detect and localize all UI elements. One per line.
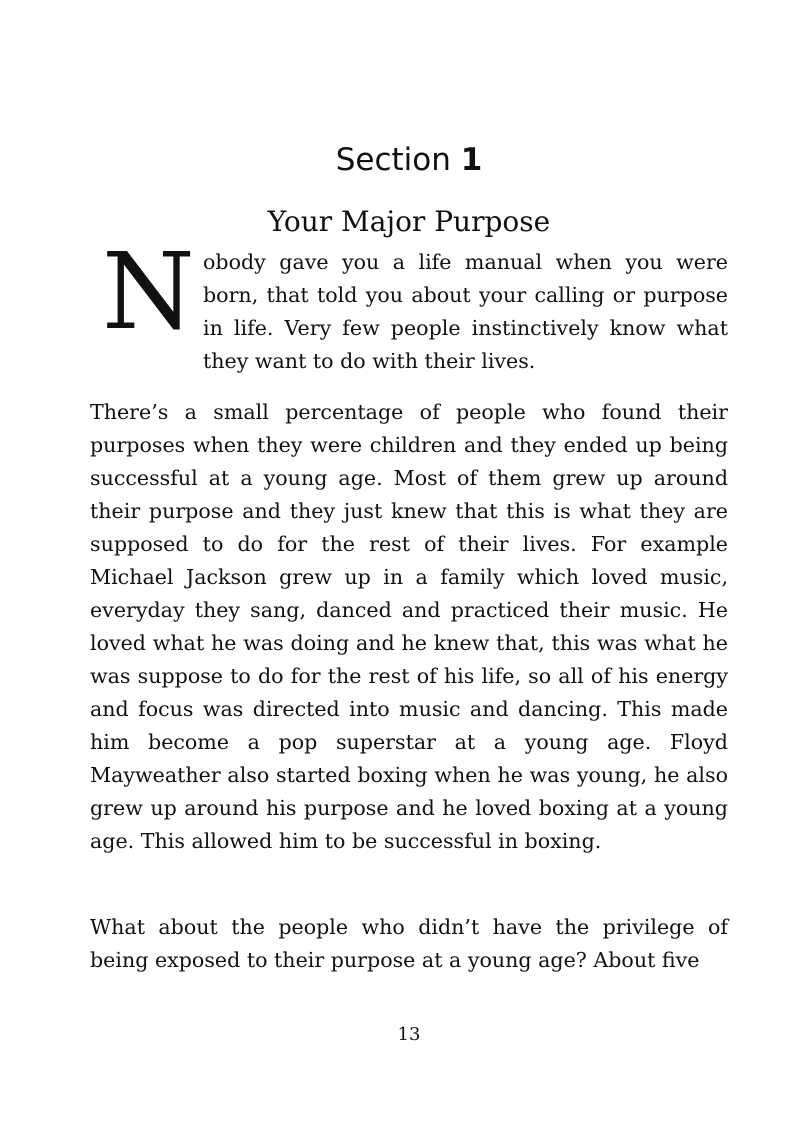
page-number: 13 bbox=[397, 1024, 421, 1045]
body-paragraph: There’s a small percentage of people who found their purposes when they were children and they ended up being successful at a young age. Most of them grew up around their purpose and they just knew that this is what they are supposed to do for the rest of their lives. For example Michael Jackson grew up in a family which loved music, everyday they sang, danced and practiced their music. He loved what he was doing and he knew that, this was what he was suppose to do for the rest of his life, so all of his energy and focus was directed into music and dancing. This made him become a pop superstar at a young age. Floyd Mayweather also started boxing when he was young, he also grew up around his purpose and he loved boxing at a young age. This allowed him to be successful in boxing. bbox=[90, 400, 728, 853]
body-paragraph: What about the people who didn’t have the privilege of being exposed to their purpose at a young age? About five bbox=[90, 915, 728, 972]
section-heading bbox=[90, 138, 728, 182]
section-number: 1 bbox=[460, 142, 483, 178]
lead-paragraph: obody gave you a life manual when you were born, that told you about your calling or purpose in life. Very few people instinctively know what they want to do with their lives. bbox=[203, 250, 728, 373]
book-page bbox=[90, 0, 728, 1140]
chapter-title: Your Major Purpose bbox=[267, 205, 551, 238]
section-label: Section bbox=[335, 142, 451, 178]
drop-cap: N bbox=[102, 230, 195, 353]
